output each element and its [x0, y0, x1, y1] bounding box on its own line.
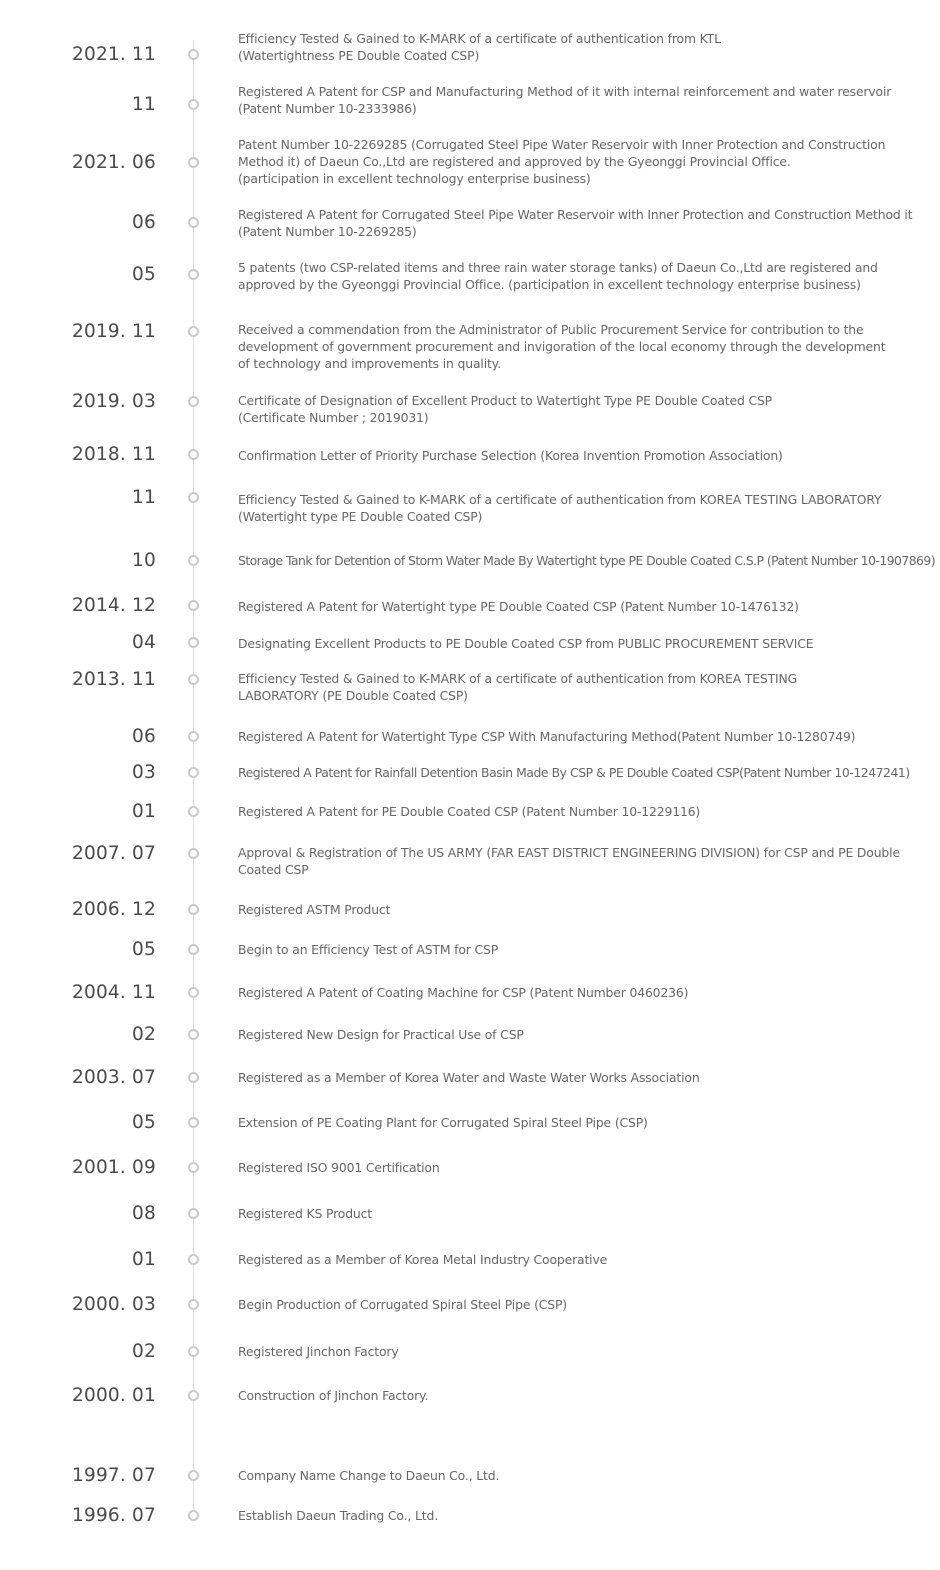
entry-description: Registered KS Product	[238, 1206, 372, 1221]
entry-date: 2013. 11	[72, 669, 156, 690]
entry-date: 05	[132, 939, 156, 960]
timeline-dot-icon	[188, 269, 199, 280]
timeline-dot-icon	[188, 1470, 199, 1481]
entry-description: Certificate of Designation of Excellent Product to Watertight Type PE Double Coated CSP (Certificate Number ; 2019031)	[238, 393, 772, 425]
entry-description: Storage Tank for Detention of Storm Water Made By Watertight type PE Double Coated C.S.P (Patent Number 10-1907869)	[238, 553, 936, 568]
entry-date: 2019. 03	[72, 391, 156, 412]
entry-date: 06	[132, 212, 156, 233]
timeline-dot-icon	[188, 555, 199, 566]
timeline-dot-icon	[188, 492, 199, 503]
timeline-dot-icon	[188, 1072, 199, 1083]
entry-description: Registered A Patent for Watertight type PE Double Coated CSP (Patent Number 10-1476132)	[238, 599, 799, 614]
timeline-dot-icon	[188, 674, 199, 685]
entry-date: 04	[132, 632, 156, 653]
entry-description: Registered A Patent for PE Double Coated CSP (Patent Number 10-1229116)	[238, 804, 701, 819]
entry-description: Registered as a Member of Korea Metal Industry Cooperative	[238, 1252, 608, 1267]
timeline-dot-icon	[188, 157, 199, 168]
timeline-dot-icon	[188, 1299, 199, 1310]
entry-date: 01	[132, 1249, 156, 1270]
entry-description: Begin Production of Corrugated Spiral Steel Pipe (CSP)	[238, 1297, 567, 1312]
entry-description: Registered A Patent for Corrugated Steel Pipe Water Reservoir with Inner Protection and Construction Method it (Patent Number 10-2269285)	[238, 207, 913, 239]
timeline-dot-icon	[188, 767, 199, 778]
timeline-dot-icon	[188, 600, 199, 611]
entry-date: 02	[132, 1341, 156, 1362]
entry-description: 5 patents (two CSP-related items and three rain water storage tanks) of Daeun Co.,Ltd are registered and approved by the Gyeonggi Provincial Office. (participation in excellent technology enterprise business)	[238, 260, 878, 292]
timeline-dot-icon	[188, 987, 199, 998]
timeline-dot-icon	[188, 848, 199, 859]
entry-date: 05	[132, 1112, 156, 1133]
entry-description: Efficiency Tested & Gained to K-MARK of a certificate of authentication from KTL (Watertightness PE Double Coated CSP)	[238, 31, 721, 63]
entry-date: 05	[132, 264, 156, 285]
entry-date: 2014. 12	[72, 595, 156, 616]
entry-description: Patent Number 10-2269285 (Corrugated Steel Pipe Water Reservoir with Inner Protection and Construction Method it) of Daeun Co.,Ltd are registered and approved by the Gyeonggi Provincial Office. (participation in excellent technology enterprise business)	[238, 137, 886, 186]
entry-description: Registered Jinchon Factory	[238, 1344, 399, 1359]
timeline-dot-icon	[188, 731, 199, 742]
entry-date: 01	[132, 801, 156, 822]
entry-date: 2021. 06	[72, 152, 156, 173]
timeline-dot-icon	[188, 49, 199, 60]
timeline-dot-icon	[188, 396, 199, 407]
entry-date: 2000. 03	[72, 1294, 156, 1315]
entry-description: Registered as a Member of Korea Water and Waste Water Works Association	[238, 1070, 700, 1085]
timeline-dot-icon	[188, 1390, 199, 1401]
timeline-dot-icon	[188, 1254, 199, 1265]
entry-date: 06	[132, 726, 156, 747]
entry-description: Approval & Registration of The US ARMY (FAR EAST DISTRICT ENGINEERING DIVISION) for CSP and PE Double Coated CSP	[238, 845, 900, 877]
timeline-dot-icon	[188, 944, 199, 955]
entry-description: Registered A Patent of Coating Machine for CSP (Patent Number 0460236)	[238, 985, 689, 1000]
timeline-dot-icon	[188, 326, 199, 337]
timeline-dot-icon	[188, 1346, 199, 1357]
entry-date: 03	[132, 762, 156, 783]
entry-date: 2000. 01	[72, 1385, 156, 1406]
timeline-dot-icon	[188, 806, 199, 817]
entry-date: 08	[132, 1203, 156, 1224]
timeline-dot-icon	[188, 1029, 199, 1040]
timeline-dot-icon	[188, 1117, 199, 1128]
entry-date: 2006. 12	[72, 899, 156, 920]
entry-description: Company Name Change to Daeun Co., Ltd.	[238, 1468, 500, 1483]
timeline-dot-icon	[188, 99, 199, 110]
entry-date: 11	[132, 94, 156, 115]
entry-description: Begin to an Efficiency Test of ASTM for CSP	[238, 942, 499, 957]
entry-description: Registered A Patent for Rainfall Detention Basin Made By CSP & PE Double Coated CSP(Patent Number 10-1247241)	[238, 765, 910, 780]
entry-description: Registered ISO 9001 Certification	[238, 1160, 440, 1175]
entry-description: Registered A Patent for CSP and Manufacturing Method of it with internal reinforcement and water reservoir (Patent Number 10-2333986)	[238, 84, 892, 116]
entry-date: 02	[132, 1024, 156, 1045]
entry-description: Efficiency Tested & Gained to K-MARK of a certificate of authentication from KOREA TESTING LABORATORY (PE Double Coated CSP)	[238, 671, 798, 703]
entry-date: 10	[132, 550, 156, 571]
entry-date: 2018. 11	[72, 444, 156, 465]
entry-description: Efficiency Tested & Gained to K-MARK of a certificate of authentication from KOREA TESTING LABORATORY (Watertight type PE Double Coated CSP)	[238, 492, 882, 524]
entry-date: 11	[132, 487, 156, 508]
entry-description: Designating Excellent Products to PE Double Coated CSP from PUBLIC PROCUREMENT SERVICE	[238, 636, 814, 651]
entry-date: 2021. 11	[72, 44, 156, 65]
timeline-dot-icon	[188, 904, 199, 915]
timeline-dot-icon	[188, 1510, 199, 1521]
timeline-dot-icon	[188, 1208, 199, 1219]
entry-date: 2007. 07	[72, 843, 156, 864]
timeline-dot-icon	[188, 449, 199, 460]
entry-description: Establish Daeun Trading Co., Ltd.	[238, 1508, 438, 1523]
entry-description: Confirmation Letter of Priority Purchase Selection (Korea Invention Promotion Association)	[238, 448, 783, 463]
entry-description: Registered New Design for Practical Use of CSP	[238, 1027, 524, 1042]
entry-description: Extension of PE Coating Plant for Corrugated Spiral Steel Pipe (CSP)	[238, 1115, 648, 1130]
entry-date: 2019. 11	[72, 321, 156, 342]
entry-date: 2003. 07	[72, 1067, 156, 1088]
entry-description: Received a commendation from the Administrator of Public Procurement Service for contribution to the development of government procurement and invigoration of the local economy through the development of technology and improvements in quality.	[238, 322, 886, 371]
timeline-dot-icon	[188, 217, 199, 228]
entry-date: 2001. 09	[72, 1157, 156, 1178]
timeline-line	[193, 40, 194, 1520]
entry-description: Registered ASTM Product	[238, 902, 391, 917]
entry-date: 1997. 07	[72, 1465, 156, 1486]
entry-description: Construction of Jinchon Factory.	[238, 1388, 429, 1403]
entry-date: 2004. 11	[72, 982, 156, 1003]
entry-date: 1996. 07	[72, 1505, 156, 1526]
timeline-dot-icon	[188, 1162, 199, 1173]
entry-description: Registered A Patent for Watertight Type CSP With Manufacturing Method(Patent Number 10-1280749)	[238, 729, 856, 744]
timeline-dot-icon	[188, 637, 199, 648]
